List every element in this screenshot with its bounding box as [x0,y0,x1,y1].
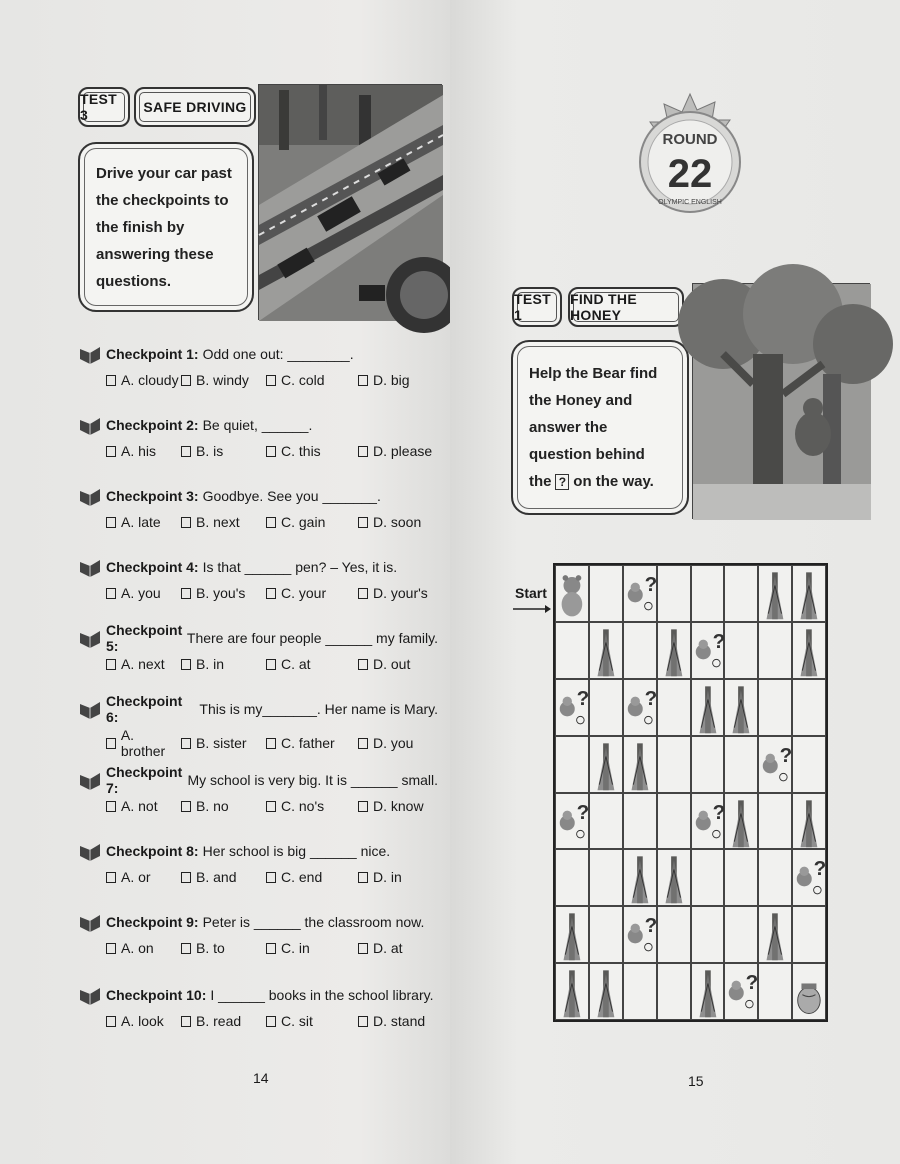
maze-cell[interactable] [792,622,826,679]
svg-text:?: ? [576,686,590,710]
checkpoint-label: Checkpoint 3: [106,488,199,504]
checkbox[interactable] [181,659,191,670]
maze-cell[interactable] [792,906,826,963]
tree-icon [658,623,690,678]
tree-icon [590,964,622,1019]
checkbox[interactable] [181,872,191,883]
maze-cell[interactable] [691,963,725,1020]
checkbox[interactable] [266,446,276,457]
option-d[interactable]: D. your's [358,585,428,601]
option-a[interactable]: A. not [106,798,181,814]
question-bear-icon [692,623,724,678]
maze-cell[interactable] [691,736,725,793]
checkbox[interactable] [358,588,368,599]
checkbox[interactable] [358,872,368,883]
tree-icon [556,964,588,1019]
checkpoint-label: Checkpoint 2: [106,417,199,433]
option-a[interactable]: A. you [106,585,181,601]
checkbox[interactable] [106,801,116,812]
checkpoint-label: Checkpoint 4: [106,559,199,575]
option-a[interactable]: A. late [106,514,181,530]
maze-cell[interactable] [589,906,623,963]
checkbox[interactable] [106,588,116,599]
option-b[interactable]: B. you's [181,585,266,601]
option-d[interactable]: D. in [358,869,402,885]
option-a[interactable]: A. brother [106,727,181,759]
option-c[interactable]: C. end [266,869,358,885]
maze-cell[interactable] [555,849,589,906]
option-b[interactable]: B. and [181,869,266,885]
option-a[interactable]: A. cloudy [106,372,181,388]
checkbox[interactable] [181,738,191,749]
question-bear-icon [793,850,825,905]
option-c[interactable]: C. in [266,940,358,956]
forest-bear-photo [692,283,870,519]
option-c[interactable]: C. no's [266,798,358,814]
tree-icon [759,907,791,962]
book-icon [78,414,102,436]
instruction-text: Drive your car past the checkpoints to the finish by answering these questions. [96,164,232,290]
checkpoint-question: Goodbye. See you _______. [202,488,381,504]
checkbox[interactable] [358,943,368,954]
checkpoint-label: Checkpoint 1: [106,346,199,362]
maze-cell[interactable] [724,849,758,906]
option-c[interactable]: C. gain [266,514,358,530]
tree-icon [759,566,791,621]
checkpoint-3 [78,484,438,530]
tree-icon [725,680,757,735]
option-d[interactable]: D. you [358,727,413,759]
book-icon [78,343,102,365]
checkbox[interactable] [106,872,116,883]
option-c[interactable]: C. sit [266,1013,358,1029]
checkbox[interactable] [181,446,191,457]
book-icon [78,698,102,720]
checkbox[interactable] [266,1016,276,1027]
option-d[interactable]: D. please [358,443,432,459]
option-d[interactable]: D. know [358,798,424,814]
checkpoint-9 [78,910,438,956]
maze-cell[interactable] [589,679,623,736]
maze-grid [553,563,828,1022]
option-b[interactable]: B. in [181,656,266,672]
option-a[interactable]: A. look [106,1013,181,1029]
maze-cell[interactable] [589,793,623,850]
question-bear-icon [759,737,791,792]
svg-text:?: ? [712,800,725,824]
maze-cell[interactable] [623,736,657,793]
checkpoint-7 [78,764,438,814]
book-icon [78,911,102,933]
option-a[interactable]: A. next [106,656,181,672]
maze-cell[interactable] [623,793,657,850]
maze-cell[interactable] [792,679,826,736]
maze-cell[interactable] [657,849,691,906]
checkbox[interactable] [181,588,191,599]
arrow-right-icon [513,603,551,615]
checkbox[interactable] [358,659,368,670]
checkbox[interactable] [181,801,191,812]
option-d[interactable]: D. soon [358,514,421,530]
checkbox[interactable] [358,1016,368,1027]
option-d[interactable]: D. out [358,656,410,672]
maze-cell[interactable] [724,793,758,850]
svg-text:?: ? [779,743,793,767]
tree-icon [556,907,588,962]
tree-icon [590,737,622,792]
question-bear-icon [692,794,724,849]
option-b[interactable]: B. windy [181,372,266,388]
maze-cell[interactable] [758,565,792,622]
checkbox[interactable] [358,375,368,386]
maze-cell[interactable] [691,906,725,963]
checkbox[interactable] [266,943,276,954]
maze-cell[interactable] [657,622,691,679]
maze-cell[interactable] [589,565,623,622]
maze-cell[interactable] [758,622,792,679]
checkbox[interactable] [358,738,368,749]
checkpoint-question: Be quiet, ______. [202,417,313,433]
question-bear-icon [556,794,588,849]
maze-cell[interactable] [724,736,758,793]
tree-icon [793,794,825,849]
book-icon [78,840,102,862]
tree-icon [793,566,825,621]
test-number-tag [78,87,130,127]
tree-icon [590,623,622,678]
option-c[interactable]: C. cold [266,372,358,388]
option-c[interactable]: C. at [266,656,358,672]
checkpoint-10 [78,983,438,1029]
checkbox[interactable] [106,375,116,386]
test-title-label: SAFE DRIVING [143,99,247,115]
checkpoint-8 [78,839,438,885]
maze-cell[interactable] [657,679,691,736]
tree-icon [624,737,656,792]
tree-icon [624,850,656,905]
maze-cell[interactable] [589,963,623,1020]
option-b[interactable]: B. is [181,443,266,459]
maze-cell[interactable] [623,906,657,963]
checkbox[interactable] [266,517,276,528]
svg-text:?: ? [644,914,657,938]
maze-cell[interactable] [758,679,792,736]
checkpoint-label: Checkpoint 7: [106,764,183,796]
checkpoint-4 [78,555,438,601]
maze-cell[interactable] [724,963,758,1020]
checkpoint-label: Checkpoint 10: [106,987,207,1003]
test-title-tag [134,87,256,127]
book-icon [78,485,102,507]
maze-cell[interactable] [758,736,792,793]
question-bear-icon [725,964,757,1019]
option-c[interactable]: C. father [266,727,358,759]
checkbox[interactable] [266,738,276,749]
checkpoint-label: Checkpoint 9: [106,914,199,930]
maze-cell[interactable] [623,963,657,1020]
checkbox[interactable] [358,801,368,812]
tree-icon [793,623,825,678]
svg-text:?: ? [644,686,657,710]
book-icon [78,627,102,649]
checkpoint-1 [78,342,438,388]
question-bear-icon [556,680,588,735]
maze-cell[interactable] [691,793,725,850]
question-box-symbol: ? [555,474,569,490]
maze-cell[interactable] [792,849,826,906]
checkbox[interactable] [181,375,191,386]
maze-cell[interactable] [555,679,589,736]
tree-icon [692,964,724,1019]
checkbox[interactable] [106,517,116,528]
round-word: ROUND [662,131,718,148]
option-d[interactable]: D. at [358,940,403,956]
maze-cell[interactable] [792,963,826,1020]
checkpoint-label: Checkpoint 5: [106,622,183,654]
svg-text:?: ? [813,857,827,881]
book-icon [78,769,102,791]
checkpoint-label: Checkpoint 6: [106,693,183,725]
test-number-label: TEST 1 [514,291,551,323]
page-number: 15 [688,1073,704,1089]
round-caption: OLYMPIC ENGLISH [658,199,722,206]
maze-cell[interactable] [758,849,792,906]
test-title-tag [568,287,684,327]
maze-cell[interactable] [691,622,725,679]
maze-cell[interactable] [758,906,792,963]
question-bear-icon [624,907,656,962]
checkpoint-question: I ______ books in the school library. [210,987,434,1003]
maze-cell[interactable] [623,849,657,906]
checkpoint-label: Checkpoint 8: [106,843,199,859]
checkbox[interactable] [106,738,116,749]
start-label: Start [515,585,547,601]
page-number: 14 [253,1070,269,1086]
tree-icon [692,680,724,735]
honey-pot-icon [793,964,825,1019]
test-title-label: FIND THE HONEY [570,291,637,323]
round-badge [630,92,750,232]
option-c[interactable]: C. your [266,585,358,601]
checkbox[interactable] [181,517,191,528]
checkbox[interactable] [106,446,116,457]
checkbox[interactable] [266,872,276,883]
round-number: 22 [667,152,713,196]
checkpoint-question: This is my_______. Her name is Mary. [199,701,438,717]
checkbox[interactable] [358,446,368,457]
bear-icon [556,566,588,621]
checkbox[interactable] [106,1016,116,1027]
maze-cell[interactable] [691,679,725,736]
maze-cell[interactable] [691,849,725,906]
checkbox[interactable] [266,659,276,670]
option-c[interactable]: C. this [266,443,358,459]
test-number-label: TEST 3 [80,91,117,123]
svg-text:?: ? [746,971,759,995]
maze-cell[interactable] [555,565,589,622]
maze-cell[interactable] [792,736,826,793]
checkbox[interactable] [266,375,276,386]
option-a[interactable]: A. or [106,869,181,885]
svg-text:?: ? [712,629,725,653]
maze-cell[interactable] [623,565,657,622]
maze-cell[interactable] [555,736,589,793]
book-icon [78,984,102,1006]
checkpoint-question: Peter is ______ the classroom now. [202,914,425,930]
book-icon [78,556,102,578]
checkbox[interactable] [106,659,116,670]
option-b[interactable]: B. sister [181,727,266,759]
checkpoint-question: My school is very big. It is ______ small. [187,772,438,788]
option-a[interactable]: A. on [106,940,181,956]
checkbox[interactable] [266,588,276,599]
racetrack-photo [258,84,442,320]
maze-cell[interactable] [657,906,691,963]
maze-cell[interactable] [691,565,725,622]
instruction-box [511,340,689,515]
maze-cell[interactable] [589,849,623,906]
svg-text:?: ? [576,800,590,824]
option-b[interactable]: B. next [181,514,266,530]
checkpoint-question: Odd one out: ________. [202,346,354,362]
option-d[interactable]: D. stand [358,1013,425,1029]
maze-cell[interactable] [657,736,691,793]
maze-cell[interactable] [724,679,758,736]
tree-icon [658,850,690,905]
checkbox[interactable] [106,943,116,954]
option-d[interactable]: D. big [358,372,410,388]
maze-cell[interactable] [589,622,623,679]
maze-cell[interactable] [724,565,758,622]
maze-cell[interactable] [555,906,589,963]
instruction-box [78,142,254,312]
question-bear-icon [624,680,656,735]
maze-cell[interactable] [792,793,826,850]
instruction-text: Help the Bear find the Honey and answer the question behind the ? on the way. [529,365,658,490]
maze-cell[interactable] [657,565,691,622]
maze-cell[interactable] [555,793,589,850]
checkpoint-question: Is that ______ pen? – Yes, it is. [202,559,398,575]
option-b[interactable]: B. read [181,1013,266,1029]
maze-cell[interactable] [758,963,792,1020]
checkpoint-5 [78,622,438,672]
checkpoint-question: Her school is big ______ nice. [202,843,391,859]
checkpoint-6 [78,693,438,759]
option-b[interactable]: B. no [181,798,266,814]
maze-cell[interactable] [555,622,589,679]
checkbox[interactable] [266,801,276,812]
checkpoint-question: There are four people ______ my family. [186,630,438,646]
question-bear-icon [624,566,656,621]
option-a[interactable]: A. his [106,443,181,459]
checkpoint-2 [78,413,438,459]
maze-cell[interactable] [724,906,758,963]
maze-cell[interactable] [623,622,657,679]
checkbox[interactable] [358,517,368,528]
maze-cell[interactable] [589,736,623,793]
maze-cell[interactable] [657,793,691,850]
svg-text:?: ? [644,573,657,597]
test-number-tag [512,287,562,327]
maze-cell[interactable] [555,963,589,1020]
option-b[interactable]: B. to [181,940,266,956]
maze-cell[interactable] [758,793,792,850]
tree-icon [725,794,757,849]
maze-cell[interactable] [623,679,657,736]
maze-cell[interactable] [724,622,758,679]
maze-cell[interactable] [657,963,691,1020]
checkbox[interactable] [181,943,191,954]
checkbox[interactable] [181,1016,191,1027]
maze-cell[interactable] [792,565,826,622]
